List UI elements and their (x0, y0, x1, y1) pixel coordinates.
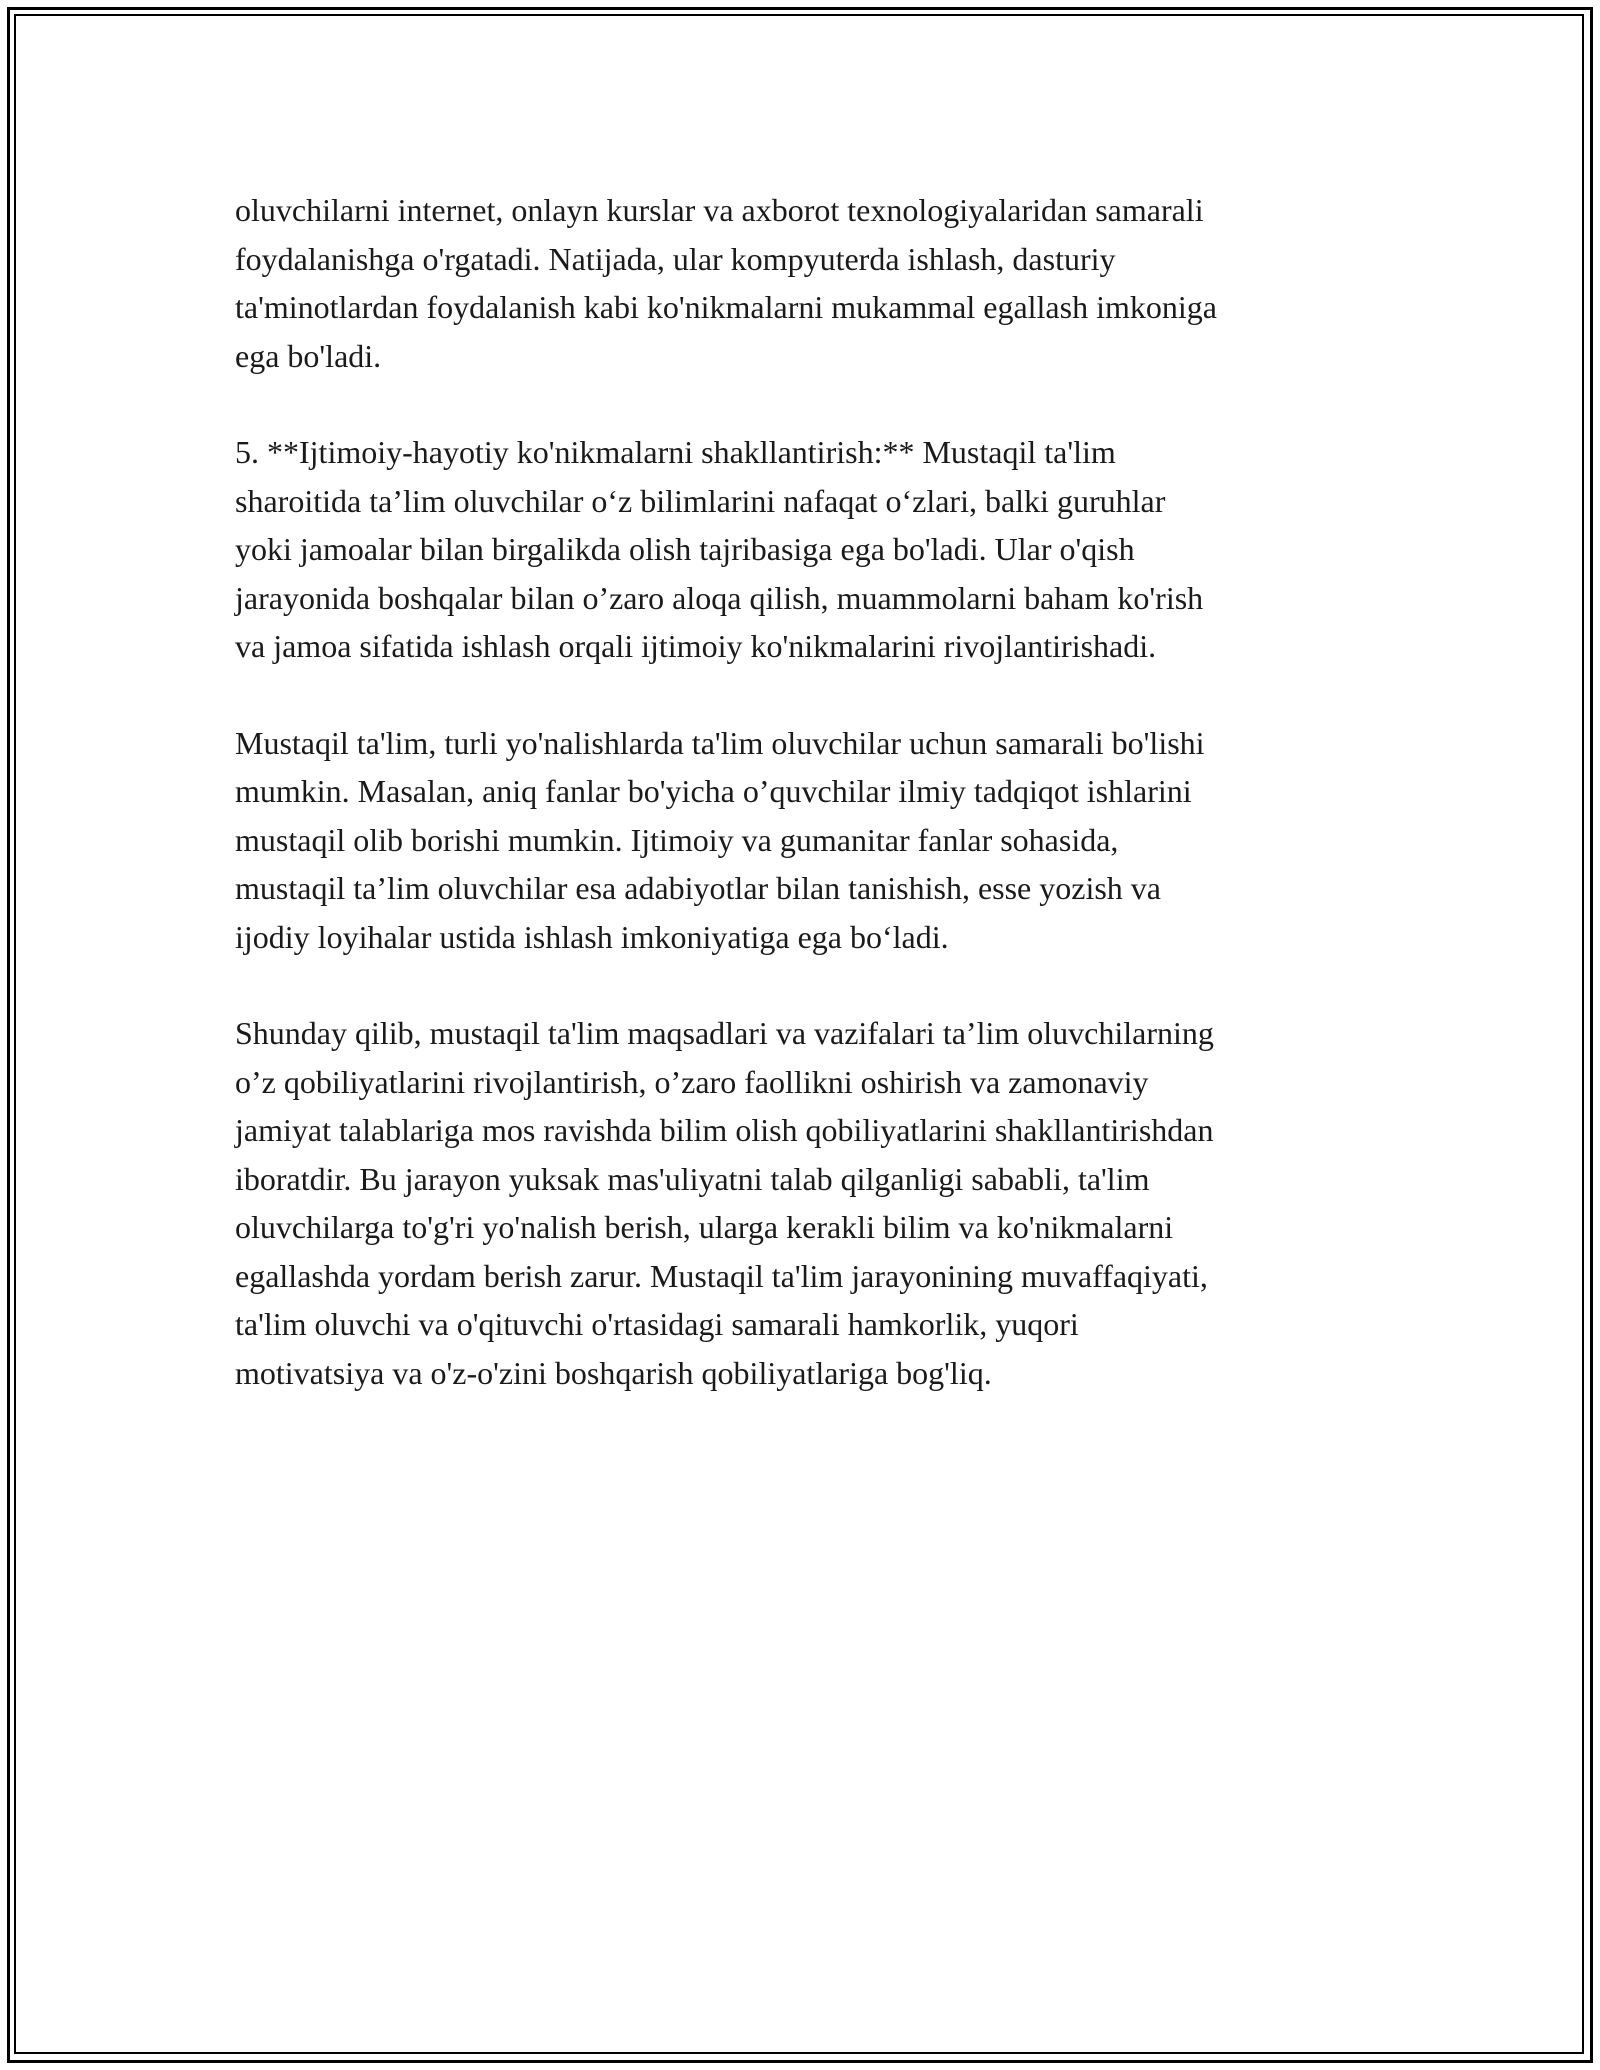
document-body (235, 186, 1375, 1445)
text-line: iboratdir. Bu jarayon yuksak mas'uliyatni talab qilganligi sababli, ta'lim (235, 1160, 1150, 1197)
text-line: mumkin. Masalan, aniq fanlar bo'yicha o’quvchilar ilmiy tadqiqot ishlarini (235, 773, 1192, 809)
text-line: ta'lim oluvchi va o'qituvchi o'rtasidagi samarali hamkorlik, yuqori (235, 1306, 1079, 1342)
text-line: jamiyat talablariga mos ravishda bilim olish qobiliyatlarini shakllantirishdan (235, 1112, 1214, 1148)
text-line: sharoitida ta’lim oluvchilar o‘z bilimlarini nafaqat o‘zlari, balki guruhlar (235, 482, 1166, 519)
text-line: yoki jamoalar bilan birgalikda olish tajribasiga ega bo'ladi. Ular o'qish (235, 531, 1135, 567)
paragraph-2 (235, 428, 1375, 671)
text-line: 5. **Ijtimoiy-hayotiy ko'nikmalarni shakllantirish:** Mustaqil ta'lim (235, 434, 1116, 470)
paragraph-3 (235, 719, 1375, 962)
text-line: foydalanishga o'rgatadi. Natijada, ular kompyuterda ishlash, dasturiy (235, 240, 1116, 277)
text-line: oluvchilarni internet, onlayn kurslar va axborot texnologiyalaridan samarali (235, 192, 1204, 228)
text-line: motivatsiya va o'z-o'zini boshqarish qobiliyatlariga bog'liq. (235, 1354, 992, 1391)
text-line: oluvchilarga to'g'ri yo'nalish berish, ularga kerakli bilim va ko'nikmalarni (235, 1209, 1174, 1245)
text-line: Mustaqil ta'lim, turli yo'nalishlarda ta'lim oluvchilar uchun samarali bo'lishi (235, 724, 1205, 761)
text-line: va jamoa sifatida ishlash orqali ijtimoiy ko'nikmalarini rivojlantirishadi. (235, 628, 1157, 664)
text-line: o’z qobiliyatlarini rivojlantirish, o’zaro faollikni oshirish va zamonaviy (235, 1063, 1149, 1100)
text-line: ijodiy loyihalar ustida ishlash imkoniyatiga ega bo‘ladi. (235, 918, 949, 955)
text-line: Shunday qilib, mustaqil ta'lim maqsadlari va vazifalari ta’lim oluvchilarning (235, 1015, 1214, 1051)
text-line: mustaqil olib borishi mumkin. Ijtimoiy va gumanitar fanlar sohasida, (235, 821, 1119, 858)
paragraph-4 (235, 1009, 1375, 1397)
text-line: jarayonida boshqalar bilan o’zaro aloqa qilish, muammolarni baham ko'rish (235, 579, 1204, 616)
text-line: mustaqil ta’lim oluvchilar esa adabiyotlar bilan tanishish, esse yozish va (235, 870, 1161, 906)
text-line: ta'minotlardan foydalanish kabi ko'nikmalarni mukammal egallash imkoniga (235, 289, 1217, 325)
paragraph-1 (235, 186, 1375, 380)
text-line: ega bo'ladi. (235, 337, 382, 374)
text-line: egallashda yordam berish zarur. Mustaqil ta'lim jarayonining muvaffaqiyati, (235, 1257, 1208, 1294)
